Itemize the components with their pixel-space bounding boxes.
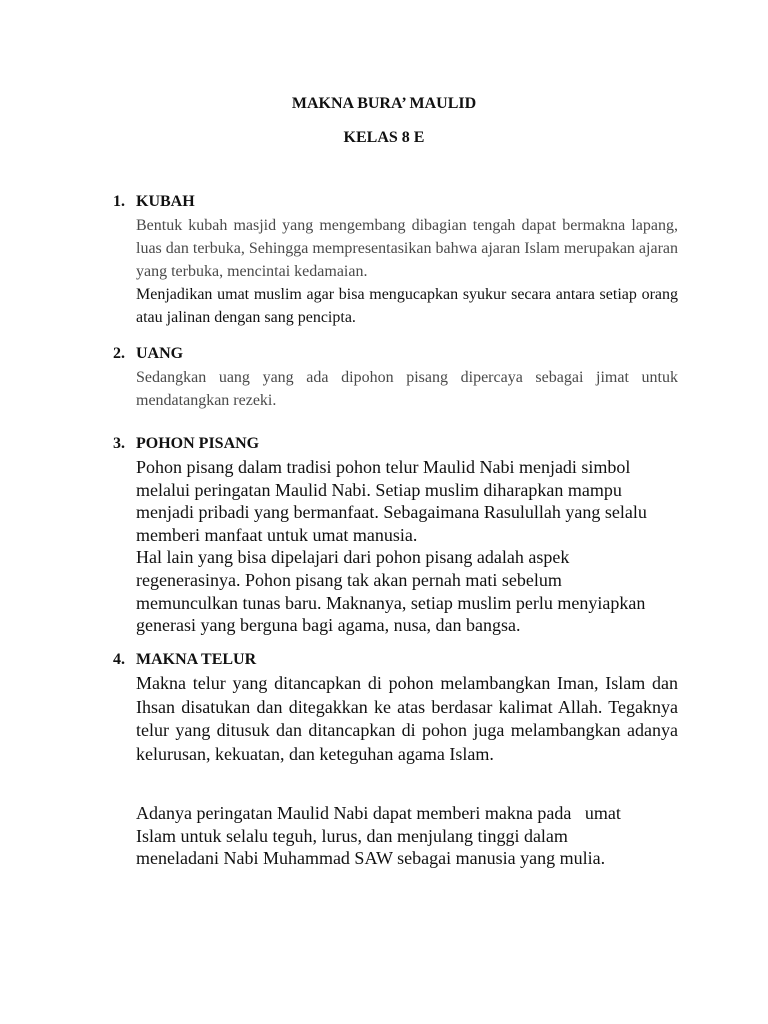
paragraph-line: memberi manfaat untuk umat manusia. xyxy=(136,524,418,545)
paragraph-line: Islam untuk selalu teguh, lurus, dan menjulang tinggi dalam xyxy=(136,825,568,846)
section-kubah xyxy=(113,192,678,329)
section-heading xyxy=(113,344,678,366)
section-heading xyxy=(113,650,678,672)
list-number: 3. xyxy=(113,435,125,452)
section-paragraph xyxy=(136,456,678,637)
document-subtitle: KELAS 8 E xyxy=(343,129,425,146)
section-paragraph: Bentuk kubah masjid yang mengembang dibagian tengah dapat bermakna lapang, luas dan terbuka, Sehingga mempresentasikan bahwa ajaran Islam merupakan ajaran yang terbuka, mencintai kedamaian. xyxy=(136,217,679,280)
section-heading xyxy=(113,192,678,214)
list-number: 1. xyxy=(113,193,125,210)
heading-text: KUBAH xyxy=(136,193,195,210)
section-pohon-pisang xyxy=(113,434,678,637)
heading-text: UANG xyxy=(136,345,184,362)
document-title: MAKNA BURA’ MAULID xyxy=(291,95,477,112)
paragraph-line: regenerasinya. Pohon pisang tak akan pernah mati sebelum xyxy=(136,569,562,590)
heading-text: MAKNA TELUR xyxy=(136,651,257,668)
closing-paragraph xyxy=(136,802,656,870)
section-heading xyxy=(113,434,678,456)
paragraph-line: memunculkan tunas baru. Maknanya, setiap muslim perlu menyiapkan xyxy=(136,592,646,613)
section-makna-telur xyxy=(113,650,678,766)
section-uang xyxy=(113,344,678,412)
paragraph-line: meneladani Nabi Muhammad SAW sebagai manusia yang mulia. xyxy=(136,848,606,869)
heading-text: POHON PISANG xyxy=(136,435,260,452)
paragraph-line: generasi yang berguna bagi agama, nusa, dan bangsa. xyxy=(136,615,521,636)
paragraph-line: Hal lain yang bisa dipelajari dari pohon pisang adalah aspek xyxy=(136,547,570,568)
paragraph-line: menjadi pribadi yang bermanfaat. Sebagaimana Rasulullah yang selalu xyxy=(136,502,647,523)
section-paragraph: Sedangkan uang yang ada dipohon pisang dipercaya sebagai jimat untuk mendatangkan rezeki. xyxy=(136,369,678,409)
paragraph-line: Adanya peringatan Maulid Nabi dapat memberi makna pada umat xyxy=(136,803,621,823)
list-number: 2. xyxy=(113,345,125,362)
paragraph-line: Pohon pisang dalam tradisi pohon telur Maulid Nabi menjadi simbol xyxy=(136,457,631,477)
paragraph-line: melalui peringatan Maulid Nabi. Setiap muslim diharapkan mampu xyxy=(136,479,622,500)
list-number: 4. xyxy=(113,651,125,668)
section-paragraph: Makna telur yang ditancapkan di pohon melambangkan Iman, Islam dan Ihsan disatukan dan ditegakkan ke atas berdasar kalimat Allah. Tegaknya telur yang ditusuk dan ditancapkan di pohon juga melambangkan adanya kelurusan, kekuatan, dan keteguhan agama Islam. xyxy=(136,673,678,764)
section-paragraph: Menjadikan umat muslim agar bisa mengucapkan syukur secara antara setiap orang atau jalinan dengan sang pencipta. xyxy=(136,286,678,326)
